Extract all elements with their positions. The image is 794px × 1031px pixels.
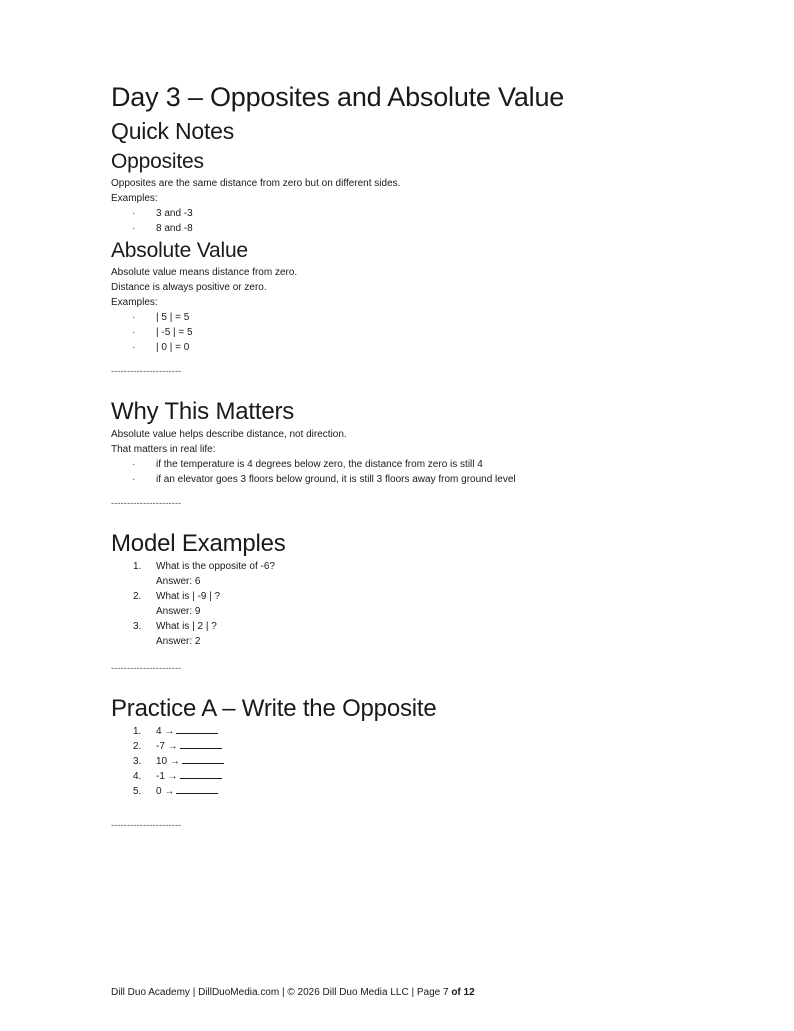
bullet-icon: ·	[132, 223, 136, 234]
answer-text: Answer: 9	[156, 606, 201, 617]
practice-a-heading: Practice A – Write the Opposite	[111, 695, 437, 722]
section-divider: ----------------------	[111, 663, 182, 673]
page-content	[111, 80, 751, 831]
opposites-heading: Opposites	[111, 150, 204, 173]
opposites-definition: Opposites are the same distance from zero but on different sides.	[111, 178, 401, 189]
bullet-icon: ·	[132, 474, 136, 485]
answer-text: Answer: 6	[156, 576, 201, 587]
bullet-icon: ·	[132, 459, 136, 470]
list-item: 5. 0 →	[111, 784, 751, 799]
absolute-value-examples-label: Examples:	[111, 297, 158, 308]
absolute-value-line2: Distance is always positive or zero.	[111, 282, 267, 293]
list-item: · | 0 | = 0	[132, 342, 190, 353]
section-divider: ----------------------	[111, 820, 182, 830]
why-list	[111, 457, 751, 487]
page-title: Day 3 – Opposites and Absolute Value	[111, 82, 565, 112]
answer-blank[interactable]	[176, 784, 218, 794]
list-item: 2. What is | -9 | ? Answer: 9	[111, 589, 751, 619]
section-divider: ----------------------	[111, 498, 182, 508]
list-item: · 8 and -8	[132, 223, 193, 234]
answer-blank[interactable]	[176, 724, 218, 734]
answer-blank[interactable]	[180, 739, 222, 749]
list-item: · | 5 | = 5	[132, 312, 190, 323]
quick-notes-heading: Quick Notes	[111, 118, 235, 144]
model-examples-list	[111, 559, 751, 649]
bullet-icon: ·	[132, 312, 136, 323]
page-footer	[111, 986, 475, 1000]
list-item: 1. What is the opposite of -6? Answer: 6	[111, 559, 751, 589]
list-item: 1. 4 →	[111, 724, 751, 739]
absolute-value-line1: Absolute value means distance from zero.	[111, 267, 298, 278]
model-examples-heading: Model Examples	[111, 530, 286, 557]
bullet-icon: ·	[132, 208, 136, 219]
practice-a-list	[111, 724, 751, 799]
list-item: 3. 10 →	[111, 754, 751, 769]
absolute-value-examples-list	[111, 310, 751, 355]
footer-text: Dill Duo Academy | DillDuoMedia.com | © 2026 Dill Duo Media LLC |	[111, 987, 417, 998]
answer-blank[interactable]	[180, 769, 222, 779]
list-item: · | -5 | = 5	[132, 327, 193, 338]
list-item: · if an elevator goes 3 floors below ground, it is still 3 floors away from ground level	[132, 474, 516, 485]
page-count: of 12	[451, 987, 475, 998]
list-item: 3. What is | 2 | ? Answer: 2	[111, 619, 751, 649]
page-label: Page 7	[416, 987, 452, 998]
opposites-examples-list	[111, 206, 751, 236]
list-item: 4. -1 →	[111, 769, 751, 784]
bullet-icon: ·	[132, 327, 136, 338]
why-heading: Why This Matters	[111, 398, 295, 425]
why-line1: Absolute value helps describe distance, not direction.	[111, 429, 347, 440]
opposites-examples-label: Examples:	[111, 193, 158, 204]
answer-text: Answer: 2	[156, 636, 201, 647]
bullet-icon: ·	[132, 342, 136, 353]
answer-blank[interactable]	[182, 754, 224, 764]
why-line2: That matters in real life:	[111, 444, 216, 455]
list-item: · if the temperature is 4 degrees below zero, the distance from zero is still 4	[132, 459, 483, 470]
section-divider: ----------------------	[111, 366, 182, 376]
list-item: 2. -7 →	[111, 739, 751, 754]
list-item: · 3 and -3	[132, 208, 193, 219]
absolute-value-heading: Absolute Value	[111, 239, 248, 262]
